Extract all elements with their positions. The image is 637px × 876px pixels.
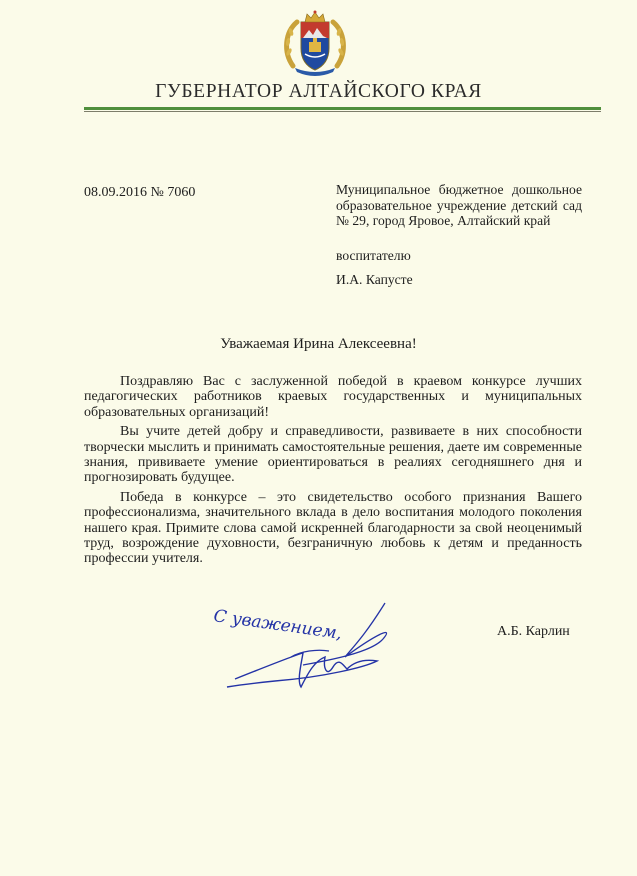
letter-body [84,374,582,571]
header-rule-grey [84,111,601,112]
body-paragraph: Вы учите детей добру и справедливости, развиваете в них способности творчески мыслить и принимать самостоятельные решения, даете им современные знания, прививаете умение ориентироваться в реалиях сегодняшнего дня и прогнозировать будущее. [84,424,582,486]
addressee-position: воспитателю [336,248,411,263]
header-rule-green [84,107,601,110]
letter-date-number: 08.09.2016 № 7060 [84,185,196,200]
coat-of-arms-emblem [279,8,351,80]
governor-header-title: ГУБЕРНАТОР АЛТАЙСКОГО КРАЯ [155,81,482,102]
body-paragraph: Поздравляю Вас с заслуженной победой в краевом конкурсе лучших педагогических работников краевых государственных и муниципальных образовательных организаций! [84,374,582,420]
addressee-organization: Муниципальное бюджетное дошкольное образовательное учреждение детский сад № 29, город Яровое, Алтайский край [336,182,582,228]
handwritten-signature [205,595,405,695]
addressee-name: И.А. Капусте [336,272,413,287]
salutation: Уважаемая Ирина Алексеевна! [220,336,417,352]
body-paragraph: Победа в конкурсе – это свидетельство особого признания Вашего профессионализма, значительного вклада в дело воспитания молодого поколения нашего края. Примите слова самой искренней благодарности за свой неоценимый труд, возрождение духовности, безграничную любовь к детям и преданность профессии учителя. [84,489,582,567]
handwritten-note: С уважением, [212,606,344,644]
signer-name: А.Б. Карлин [497,624,570,639]
